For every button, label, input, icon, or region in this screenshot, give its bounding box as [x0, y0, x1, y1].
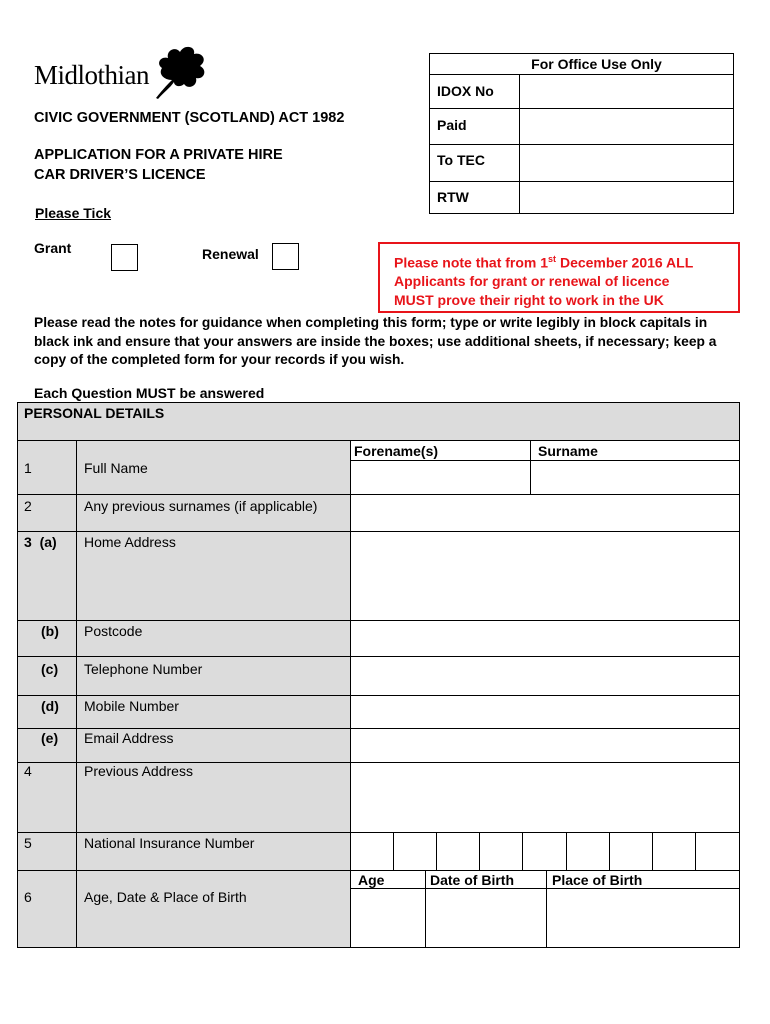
row-number: (d)	[41, 698, 59, 714]
logo-text: Midlothian	[34, 60, 149, 90]
right-to-work-notice	[378, 242, 740, 313]
previous-surnames-input[interactable]	[351, 495, 739, 531]
row-number: (b)	[41, 623, 59, 639]
home-address-input[interactable]	[351, 532, 739, 620]
act-title: CIVIC GOVERNMENT (SCOTLAND) ACT 1982	[34, 110, 345, 126]
grant-checkbox[interactable]	[111, 244, 138, 271]
office-row-to-tec[interactable]	[430, 145, 733, 182]
renewal-label: Renewal	[202, 246, 259, 262]
row-label-previous-surnames: Any previous surnames (if applicable)	[84, 498, 318, 514]
office-use-box	[429, 53, 734, 214]
row-label-email: Email Address	[84, 730, 174, 746]
each-question-label: Each Question MUST be answered	[34, 385, 265, 401]
row-number: 6	[24, 889, 32, 905]
row-label-postcode: Postcode	[84, 623, 143, 639]
dob-header: Date of Birth	[430, 872, 514, 888]
office-row-idox[interactable]	[430, 75, 733, 109]
forename-header: Forename(s)	[354, 443, 439, 459]
row-label-full-name: Full Name	[84, 460, 148, 476]
office-row-paid[interactable]	[430, 109, 733, 145]
guidance-text: Please read the notes for guidance when completing this form; type or write legibly in block capitals in black ink and ensure that your answers are inside the boxes; use additional sheets, if necessary; keep a copy of the completed form for your records if you wish.	[34, 315, 717, 367]
form-title-line1: APPLICATION FOR A PRIVATE HIRE	[34, 147, 283, 163]
dob-input[interactable]	[426, 889, 546, 947]
row-label-ni-number: National Insurance Number	[84, 835, 255, 851]
row-number: 4	[24, 763, 32, 779]
age-input[interactable]	[351, 889, 425, 947]
office-row-rtw[interactable]	[430, 182, 733, 215]
email-input[interactable]	[351, 729, 739, 762]
pob-header: Place of Birth	[552, 872, 643, 888]
office-row-label: To TEC	[437, 152, 485, 168]
row-number: 3 (a)	[24, 534, 57, 550]
row-number: 1	[24, 460, 32, 476]
previous-address-input[interactable]	[351, 763, 739, 832]
please-tick-label: Please Tick	[35, 205, 112, 221]
row-number: 5	[24, 835, 32, 851]
row-number: (c)	[41, 661, 59, 677]
section-title: PERSONAL DETAILS	[24, 405, 165, 421]
mobile-input[interactable]	[351, 696, 739, 728]
row-label-mobile: Mobile Number	[84, 698, 179, 714]
notice-line3: MUST prove their right to work in the UK	[394, 291, 664, 308]
office-row-label: RTW	[437, 189, 469, 205]
row-label-home-address: Home Address	[84, 534, 176, 550]
notice-line2: Applicants for grant or renewal of licence	[394, 273, 670, 290]
age-header: Age	[358, 872, 385, 888]
ni-number-input[interactable]	[351, 833, 739, 870]
row-label-age-dob-pob: Age, Date & Place of Birth	[84, 889, 247, 905]
office-use-title: For Office Use Only	[430, 54, 733, 75]
personal-details-table	[17, 402, 740, 948]
row-number: 2	[24, 498, 32, 514]
office-row-label: IDOX No	[437, 83, 494, 99]
surname-header: Surname	[538, 443, 598, 459]
notice-text: Please note that from 1	[394, 254, 549, 271]
surname-input[interactable]	[531, 461, 739, 494]
row-label-telephone: Telephone Number	[84, 661, 203, 677]
forename-input[interactable]	[351, 461, 530, 494]
telephone-input[interactable]	[351, 657, 739, 695]
row-label-previous-address: Previous Address	[84, 763, 193, 779]
form-title-line2: CAR DRIVER’S LICENCE	[34, 167, 206, 183]
oak-leaf-logo-icon	[150, 44, 212, 105]
renewal-checkbox[interactable]	[272, 243, 299, 270]
notice-sup: st	[548, 254, 557, 264]
grant-label: Grant	[34, 240, 72, 256]
row-number: (e)	[41, 730, 59, 746]
postcode-input[interactable]	[351, 621, 739, 656]
pob-input[interactable]	[547, 889, 739, 947]
notice-text: December 2016 ALL	[556, 254, 694, 271]
office-row-label: Paid	[437, 117, 467, 133]
